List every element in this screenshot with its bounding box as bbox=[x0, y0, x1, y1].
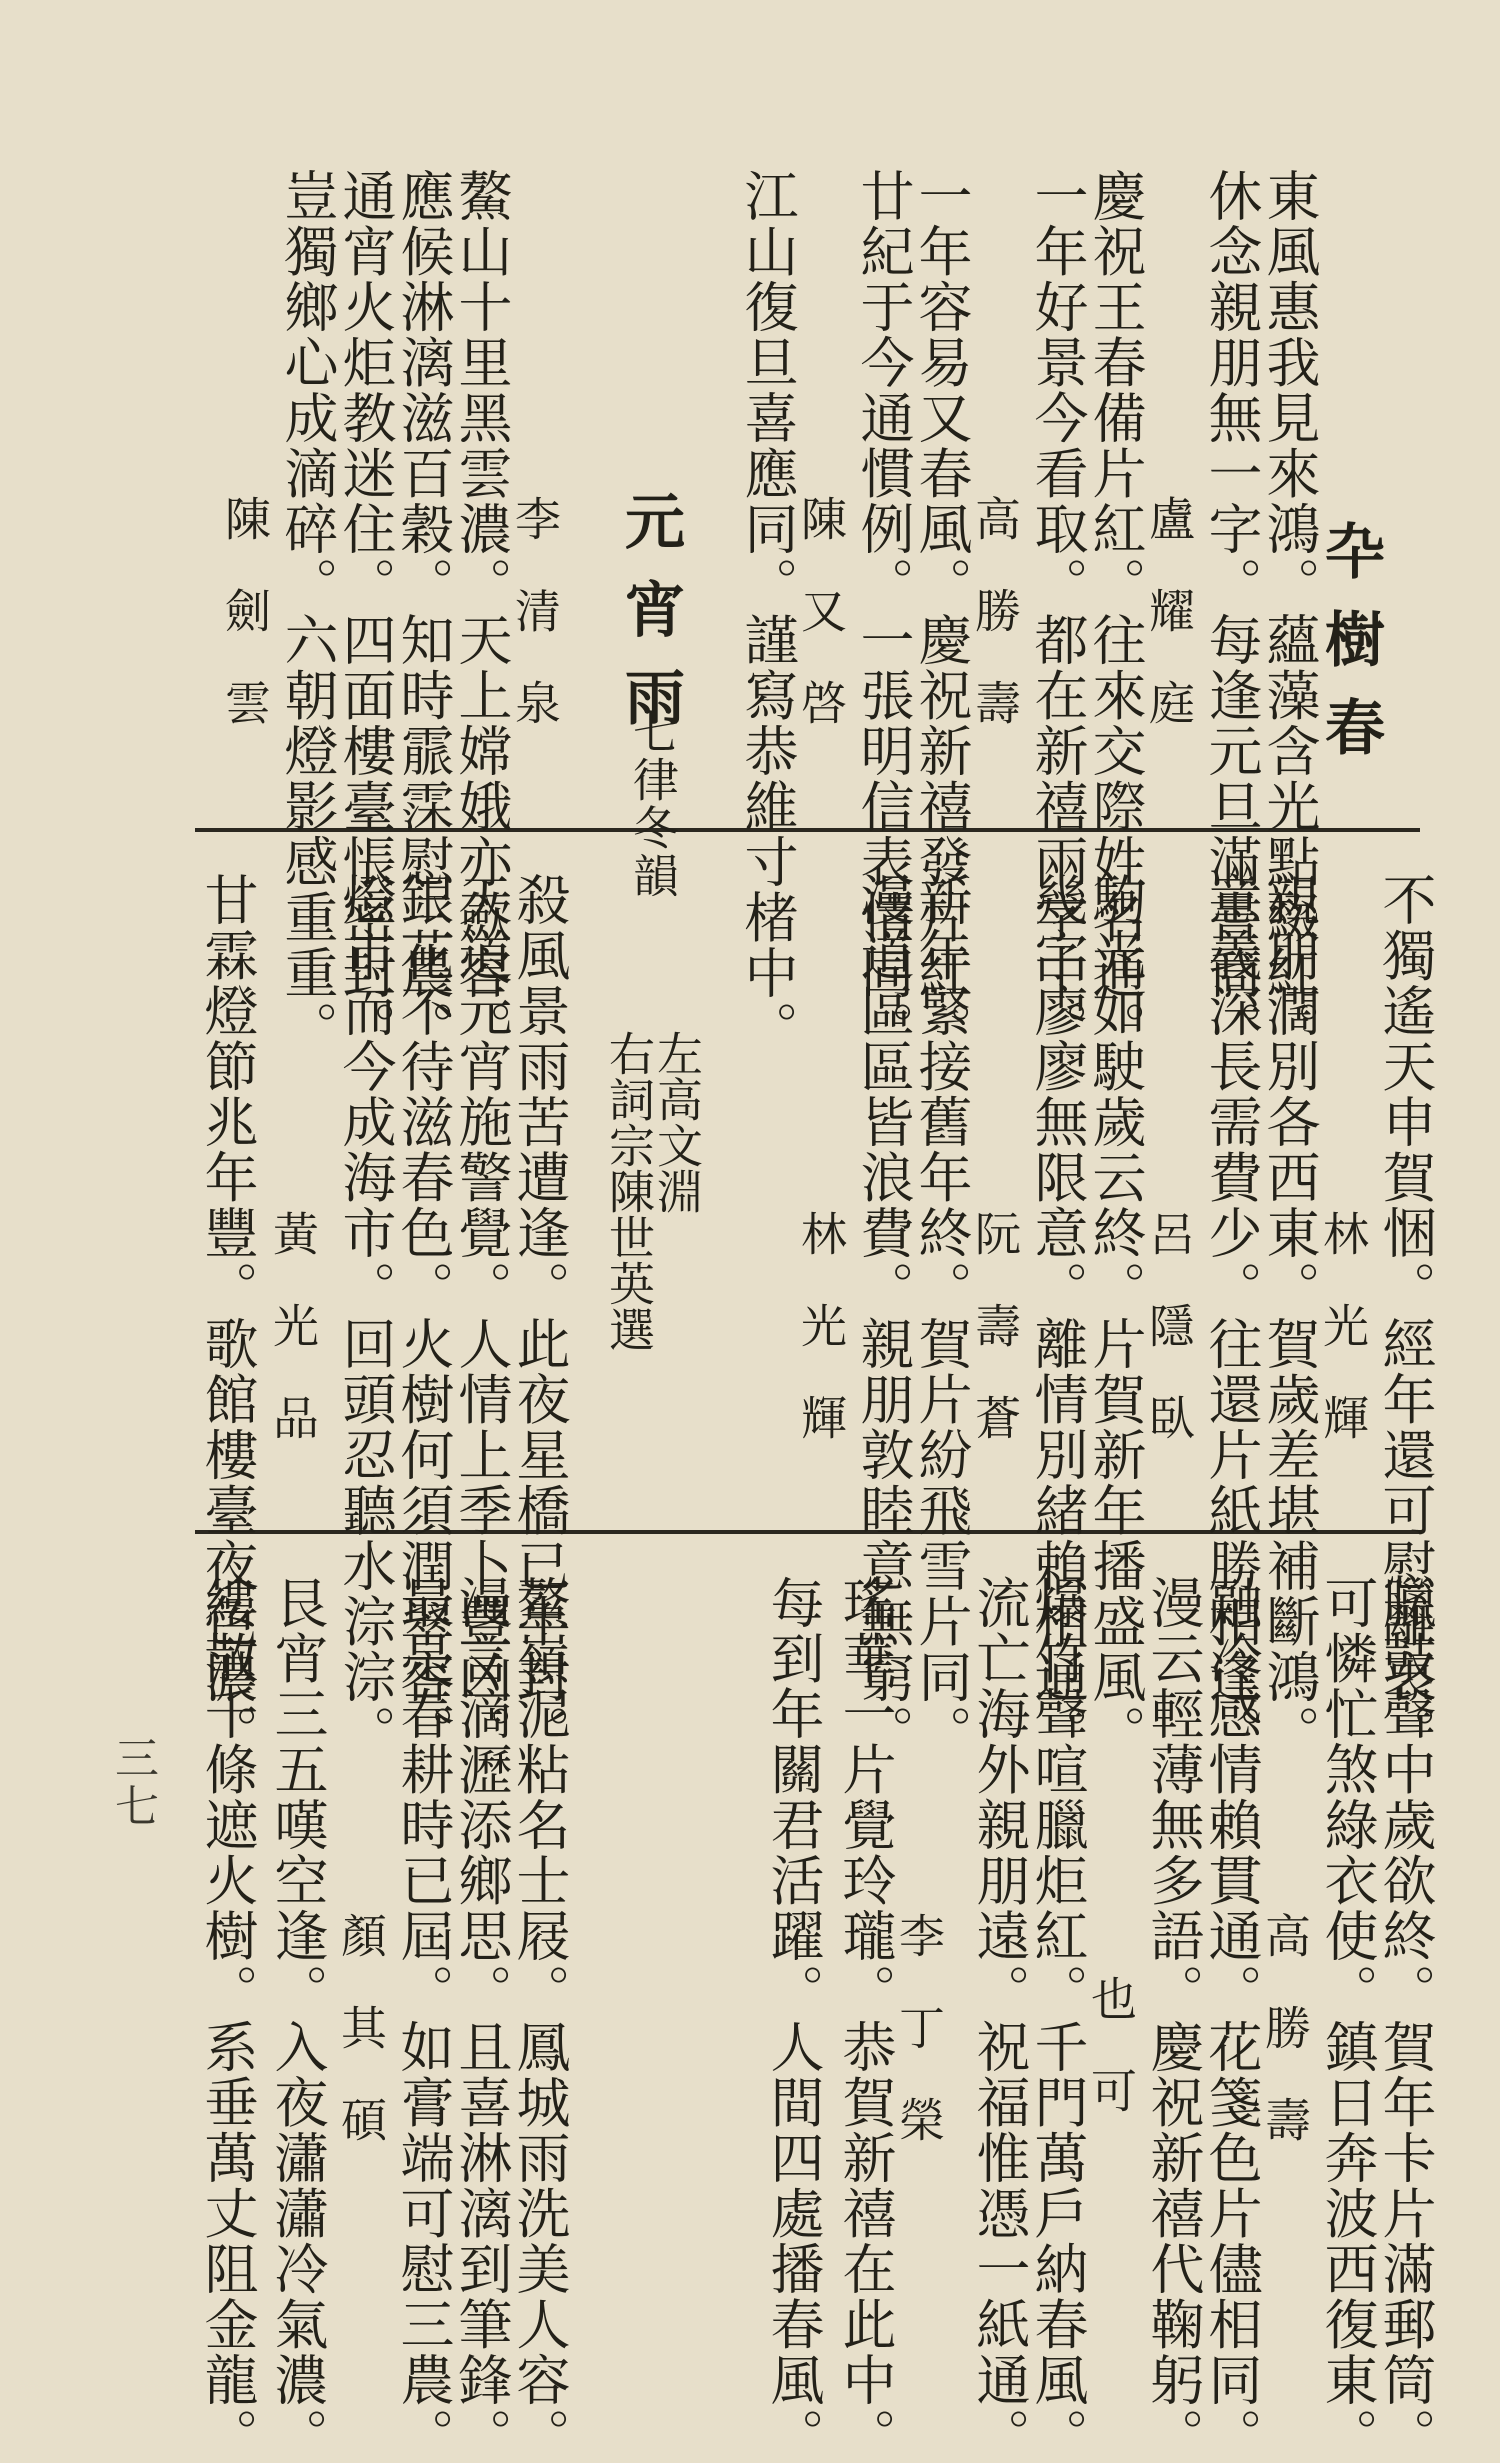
verse-line: 天道元宵施警覺。人情上季卜豐凶。 bbox=[450, 872, 513, 1760]
verse-line: 慶祝王春備片紅。往來交際姓名通。 bbox=[1084, 168, 1147, 1056]
poem-author: 李丁榮 bbox=[892, 1912, 946, 2188]
verse-line: 殺風景雨苦遭逢。此夜星橋已半封。 bbox=[508, 872, 571, 1760]
verse-line: 駒光如駛歲云終。片賀新年播盛風。 bbox=[1084, 872, 1147, 1760]
verse-line: 新年緊接舊年終。賀片紛飛雪片同。 bbox=[910, 872, 973, 1760]
verse-line: 爆竹聲喧臘炬紅。千門萬戶納春風。 bbox=[1026, 1575, 1089, 2463]
verse-line: 漫言滴瀝添鄉思。且喜淋漓到筆鋒。 bbox=[450, 1575, 513, 2463]
verse-line: 應候淋漓滋百穀。知時霢霂慰三農。 bbox=[392, 168, 455, 1056]
verse-line: 通宵火炬教迷住。四面樓臺悵密封。 bbox=[334, 168, 397, 1056]
poem-title: 卆樹春 bbox=[1315, 520, 1385, 784]
meter-note: 七律冬韻 bbox=[626, 708, 680, 900]
verse-line: 瑤華一片覺玲瓏。恭賀新禧在此中。 bbox=[834, 1575, 897, 2463]
poem-author: 阮壽蒼 bbox=[968, 1210, 1022, 1486]
verse-line: 幾字廖廖無限意。離情別緒賴相通。 bbox=[1026, 872, 1089, 1760]
verse-line: 親朋濶別各西東。賀歲差堪補斷鴻。 bbox=[1258, 872, 1321, 1760]
verse-line: 甘霖燈節兆年豐。歌館樓臺夜色濃。 bbox=[196, 872, 259, 1760]
verse-line: 燈市而今成海市。回頭忍聽水淙淙。 bbox=[334, 872, 397, 1760]
poem-author: 李清泉 bbox=[508, 495, 562, 771]
page-number: 三七 bbox=[107, 1735, 158, 1831]
verse-line: 意義深長需費少。往還片紙勝相逢。 bbox=[1200, 872, 1263, 1760]
verse-line: 臘鼓聲中歲欲終。賀年卡片滿郵筒。 bbox=[1374, 1575, 1437, 2463]
verse-line: 不獨遙天申賀悃。經年還可慰離衷。 bbox=[1374, 872, 1437, 1760]
poem-author: 高勝壽 bbox=[1258, 1912, 1312, 2188]
poem-author: 盧耀庭 bbox=[1142, 495, 1196, 771]
poem-author: 顏其碩 bbox=[334, 1912, 388, 2188]
verse-line: 鰲山十里黑雲濃。天上嫦娥亦歛容。 bbox=[450, 168, 513, 1056]
verse-line: 每到年關君活躍。人間四處播春風。 bbox=[762, 1575, 825, 2463]
verse-line: 漫云輕薄無多語。慶祝新禧代鞠躬。 bbox=[1142, 1575, 1205, 2463]
verse-line: 銀花不待滋春色。火樹何須潤翠容。 bbox=[392, 872, 455, 1760]
verse-line: 豈獨鄉心成滴碎。六朝燈影感重重。 bbox=[276, 168, 339, 1056]
section-title: 元宵雨 bbox=[615, 490, 685, 754]
verse-line: 艮宵三五嘆空逢。入夜瀟瀟冷氣濃。 bbox=[266, 1575, 329, 2463]
poem-author: 陳劍雲 bbox=[218, 495, 272, 771]
verse-line: 廿紀于今通慣例。一張明信表情同。 bbox=[852, 168, 915, 1056]
verse-line: 流亡海外親朋遠。祝福惟憑一紙通。 bbox=[968, 1575, 1031, 2463]
verse-line: 縷散千條遮火樹。系垂萬丈阻金龍。 bbox=[196, 1575, 259, 2463]
judge-credit-right: 右詞宗陳世英選 bbox=[602, 1030, 656, 1352]
verse-line: 漫道區區皆浪費。親朋敦睦意無窮。 bbox=[852, 872, 915, 1760]
poem-author: 呂隱臥 bbox=[1142, 1210, 1196, 1486]
verse-line: 東風惠我見來鴻。蘊藻含光點綴紅。 bbox=[1258, 168, 1321, 1056]
verse-line: 鰲嶺泥粘名士屐。鳳城雨洗美人容。 bbox=[508, 1575, 571, 2463]
poem-author: 林光輝 bbox=[794, 1210, 848, 1486]
poem-author: 黃光品 bbox=[266, 1210, 320, 1486]
verse-line: 江山復旦喜應同。謹寫恭維寸楮中。 bbox=[736, 168, 799, 1056]
judge-credit-left: 左高文淵 bbox=[650, 1030, 704, 1214]
verse-line: 一年容易又春風。慶祝新禧發片紅。 bbox=[910, 168, 973, 1056]
verse-line: 休念親朋無一字。每逢元旦滿書筒。 bbox=[1200, 168, 1263, 1056]
verse-line: 融冷感情賴貫通。花箋色片儘相同。 bbox=[1200, 1575, 1263, 2463]
poem-author: 林光輝 bbox=[1316, 1210, 1370, 1486]
verse-line: 一年好景今看取。都在新禧兩字中。 bbox=[1026, 168, 1089, 1056]
verse-line: 可憐忙煞綠衣使。鎮日奔波西復東。 bbox=[1316, 1575, 1379, 2463]
poem-author: 也可 bbox=[1084, 1975, 1138, 2159]
verse-line: 最是春耕時已屆。如膏端可慰三農。 bbox=[392, 1575, 455, 2463]
poem-author: 陳又啓 bbox=[794, 495, 848, 771]
poem-author: 高勝壽 bbox=[968, 495, 1022, 771]
